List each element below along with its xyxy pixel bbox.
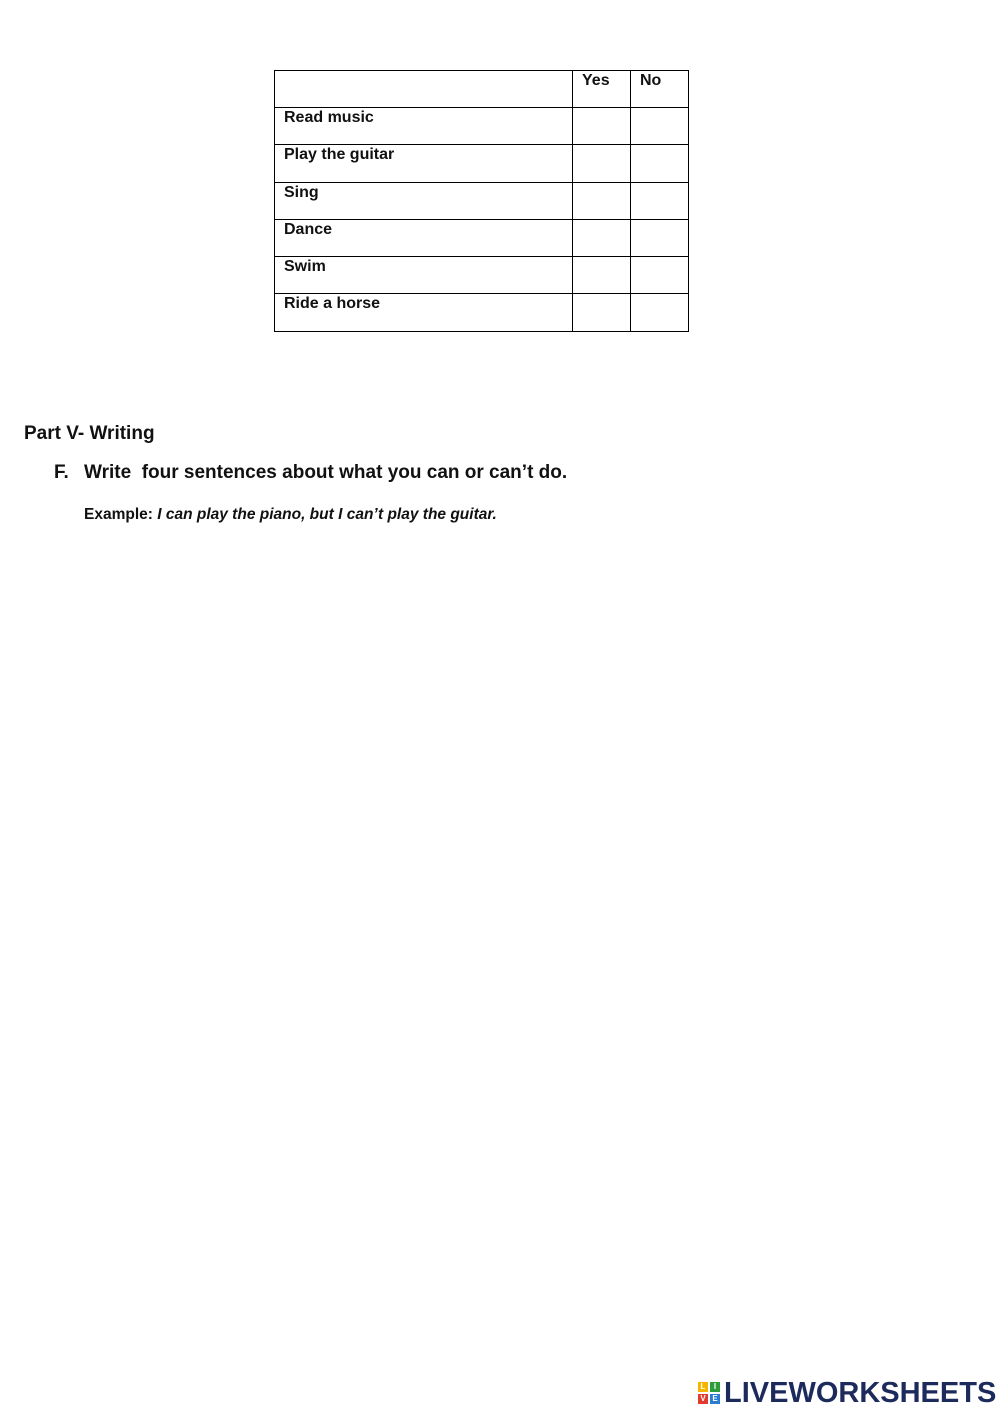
logo-mark-tile: E bbox=[710, 1394, 720, 1404]
logo-mark-tile: V bbox=[698, 1394, 708, 1404]
no-answer-cell[interactable] bbox=[631, 145, 689, 182]
no-answer-cell[interactable] bbox=[631, 219, 689, 256]
header-yes: Yes bbox=[582, 72, 610, 89]
activity-cell bbox=[275, 219, 573, 256]
ability-table bbox=[274, 70, 689, 332]
header-yes-cell bbox=[573, 71, 631, 108]
logo-mark-tile: I bbox=[710, 1382, 720, 1392]
logo-text: LIVEWORKSHEETS bbox=[724, 1377, 997, 1409]
task-instruction bbox=[54, 461, 567, 485]
activity-label: Dance bbox=[284, 220, 333, 238]
task-text: Write four sentences about what you can or can’t do. bbox=[84, 462, 568, 483]
logo-mark-icon bbox=[698, 1382, 720, 1404]
table-row bbox=[275, 219, 689, 256]
yes-answer-cell[interactable] bbox=[573, 108, 631, 145]
part-title: Part V- Writing bbox=[24, 423, 155, 444]
example-sentence: I can play the piano, but I can’t play the guitar. bbox=[157, 506, 497, 523]
example-label: Example: bbox=[84, 506, 153, 523]
table-row bbox=[275, 294, 689, 331]
no-answer-cell[interactable] bbox=[631, 108, 689, 145]
logo-mark-tile: L bbox=[698, 1382, 708, 1392]
no-answer-cell[interactable] bbox=[631, 182, 689, 219]
table-row bbox=[275, 257, 689, 294]
header-activity-cell bbox=[275, 71, 573, 108]
example-line bbox=[84, 505, 497, 525]
table-header-row bbox=[275, 71, 689, 108]
activity-label: Read music bbox=[284, 109, 374, 126]
yes-answer-cell[interactable] bbox=[573, 294, 631, 331]
no-answer-cell[interactable] bbox=[631, 294, 689, 331]
no-answer-cell[interactable] bbox=[631, 257, 689, 294]
yes-answer-cell[interactable] bbox=[573, 219, 631, 256]
task-letter: F. bbox=[54, 462, 69, 483]
yes-answer-cell[interactable] bbox=[573, 257, 631, 294]
activity-label: Swim bbox=[284, 258, 326, 276]
header-no: No bbox=[640, 72, 662, 89]
activity-cell bbox=[275, 257, 573, 294]
yes-answer-cell[interactable] bbox=[573, 145, 631, 182]
activity-cell bbox=[275, 145, 573, 182]
table-row bbox=[275, 182, 689, 219]
activity-cell bbox=[275, 182, 573, 219]
table-row bbox=[275, 108, 689, 145]
activity-label: Sing bbox=[284, 183, 319, 201]
header-no-cell bbox=[631, 71, 689, 108]
table-row bbox=[275, 145, 689, 182]
activity-label: Ride a horse bbox=[284, 295, 381, 313]
activity-cell bbox=[275, 108, 573, 145]
liveworksheets-logo bbox=[698, 1376, 996, 1410]
yes-answer-cell[interactable] bbox=[573, 182, 631, 219]
activity-cell bbox=[275, 294, 573, 331]
activity-label: Play the guitar bbox=[284, 146, 395, 164]
